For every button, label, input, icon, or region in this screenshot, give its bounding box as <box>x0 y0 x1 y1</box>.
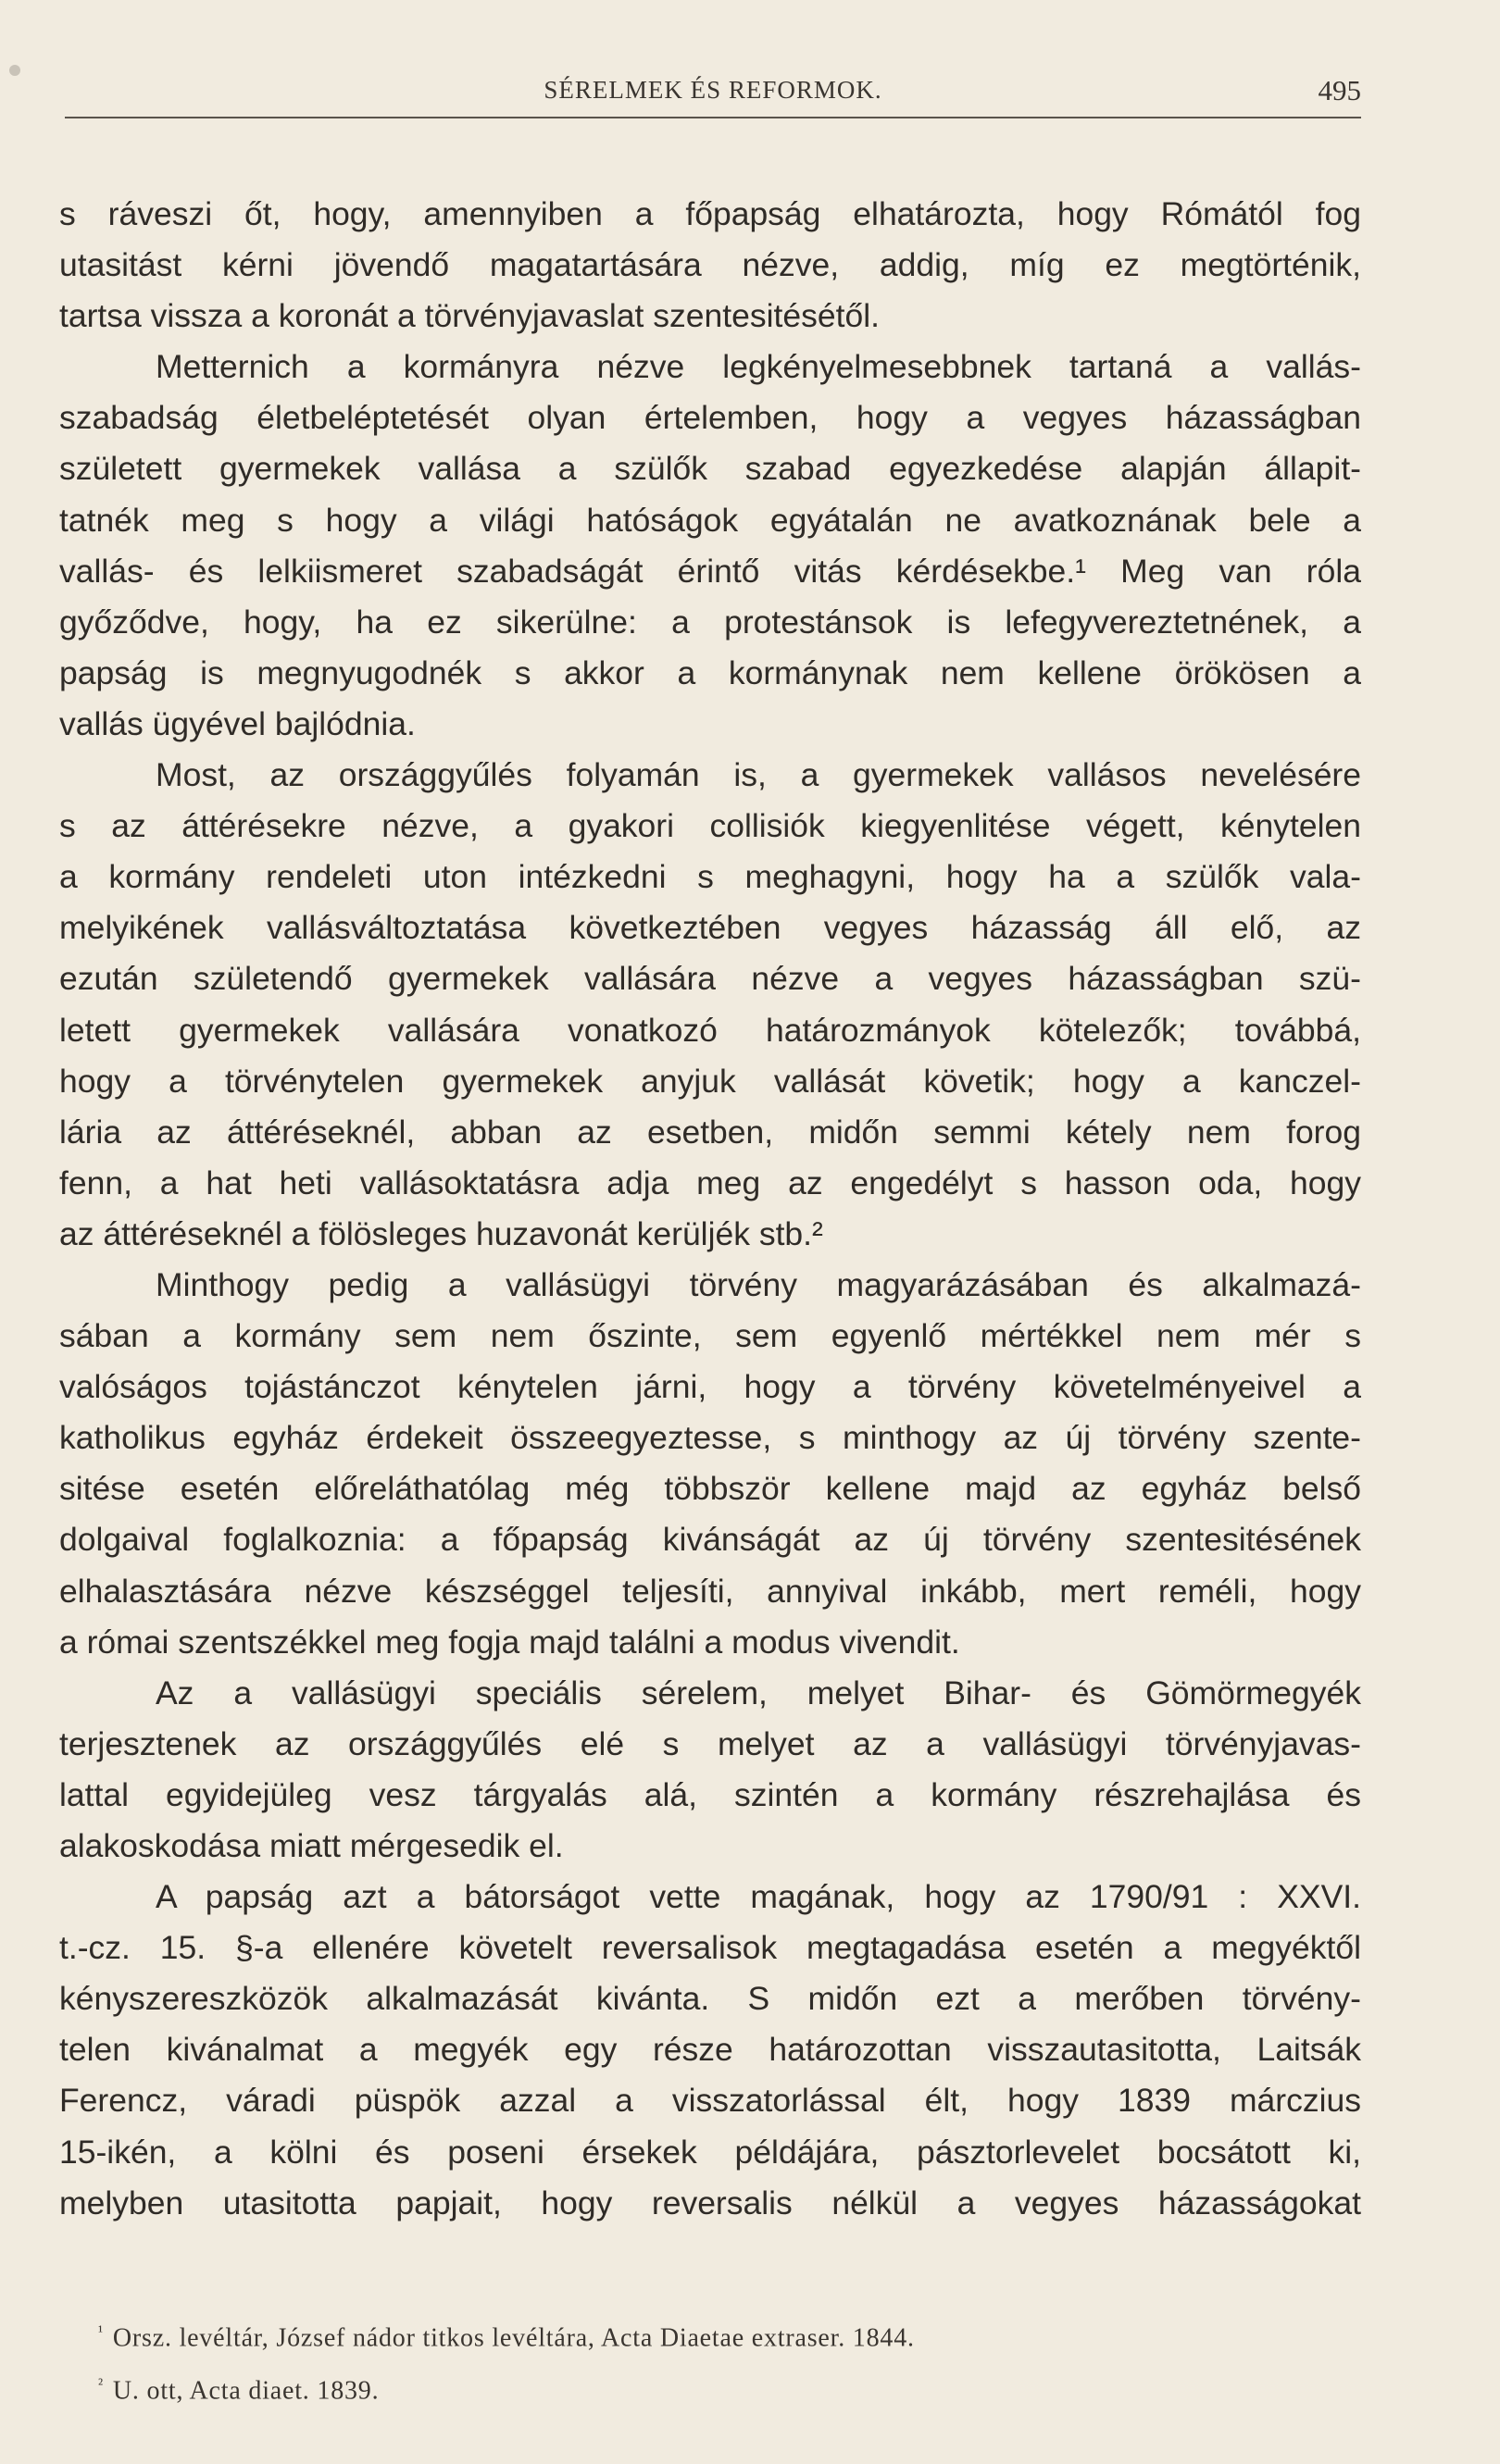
text-line: Metternich a kormányra nézve legkényelmesebbnek tartaná a vallás- <box>156 348 1361 386</box>
text-line: tartsa vissza a koronát a törvényjavaslat szentesitésétől. <box>59 297 880 335</box>
text-line: alakoskodása miatt mérgesedik el. <box>59 1827 564 1864</box>
text-line: letett gyermekek vallására vonatkozó határozmányok kötelezők; továbbá, <box>59 1011 1361 1049</box>
text-line: tatnék meg s hogy a világi hatóságok egyátalán ne avatkoznának bele a <box>59 501 1361 539</box>
paper-stain <box>9 65 20 76</box>
text-line: a kormány rendeleti uton intézkedni s meghagyni, hogy ha a szülők vala- <box>59 858 1361 896</box>
text-line: fenn, a hat heti vallásoktatásra adja meg az engedélyt s hasson oda, hogy <box>59 1164 1361 1201</box>
text-line: a római szentszékkel meg fogja majd találni a modus vivendit. <box>59 1623 960 1661</box>
header-rule <box>65 117 1361 118</box>
body-text <box>59 189 1361 2229</box>
text-line: telen kivánalmat a megyék egy része határozottan visszautasitotta, Laitsák <box>59 2031 1361 2069</box>
footnote-text: Orsz. levéltár, József nádor titkos levéltára, Acta Diaetae extraser. 1844. <box>112 2323 915 2353</box>
text-line: A papság azt a bátorságot vette magának, hogy az 1790/91 : XXVI. <box>156 1878 1361 1916</box>
text-line: ezután születendő gyermekek vallására nézve a vegyes házasságban szü- <box>59 960 1361 998</box>
text-line: győződve, hogy, ha ez sikerülne: a protestánsok is lefegyvereztetnének, a <box>59 603 1361 641</box>
footnote-mark: ¹ <box>98 2322 104 2340</box>
footnote-mark: ² <box>98 2375 104 2394</box>
text-line: papság is megnyugodnék s akkor a kormánynak nem kellene örökösen a <box>59 653 1361 691</box>
text-line: 15-ikén, a kölni és poseni érsekek példájára, pásztorlevelet bocsátott ki, <box>59 2133 1361 2171</box>
footnotes <box>98 2308 1302 2415</box>
text-line: katholikus egyház érdekeit összeegyeztesse, s minthogy az új törvény szente- <box>59 1419 1361 1457</box>
text-line: vallás ügyével bajlódnia. <box>59 704 416 742</box>
running-title: SÉRELMEK ÉS REFORMOK. <box>544 76 882 104</box>
text-line: terjesztenek az országgyűlés elé s melyet az a vallásügyi törvényjavas- <box>59 1724 1361 1762</box>
text-line: vallás- és lelkiismeret szabadságát érintő vitás kérdésekbe.¹ Meg van róla <box>59 552 1361 590</box>
text-line: melyben utasitotta papjait, hogy reversalis nélkül a vegyes házasságokat <box>59 2184 1361 2221</box>
page-number: 495 <box>1318 74 1361 106</box>
text-line: dolgaival foglalkoznia: a főpapság kivánságát az új törvény szentesitésének <box>59 1521 1361 1559</box>
text-line: szabadság életbeléptetését olyan értelemben, hogy a vegyes házasságban <box>59 399 1361 437</box>
text-line: az áttéréseknél a fölösleges huzavonát kerüljék stb.² <box>59 1214 823 1252</box>
footnote <box>98 2308 1302 2361</box>
text-line: t.-cz. 15. §-a ellenére követelt reversalisok megtagadása esetén a megyéktől <box>59 1929 1361 1967</box>
text-line: melyikének vallásváltoztatása következtében vegyes házasság áll elő, az <box>59 909 1361 947</box>
page-header <box>65 70 1361 117</box>
text-line: s az áttérésekre nézve, a gyakori collisiók kiegyenlitése végett, kénytelen <box>59 807 1361 845</box>
text-line: hogy a törvénytelen gyermekek anyjuk vallását követik; hogy a kanczel- <box>59 1062 1361 1100</box>
text-line: sában a kormány sem nem őszinte, sem egyenlő mértékkel nem mér s <box>59 1317 1361 1355</box>
text-line: született gyermekek vallása a szülők szabad egyezkedése alapján állapit- <box>59 450 1361 488</box>
text-line: elhalasztására nézve készséggel teljesíti, annyival inkább, mert reméli, hogy <box>59 1572 1361 1610</box>
text-line: kényszereszközök alkalmazását kivánta. S midőn ezt a merőben törvény- <box>59 1980 1361 2018</box>
footnote-text: U. ott, Acta diaet. 1839. <box>112 2376 380 2406</box>
text-line: valóságos tojástánczot kénytelen járni, hogy a törvény követelményeivel a <box>59 1368 1361 1406</box>
text-line: lattal egyidejüleg vesz tárgyalás alá, szintén a kormány részrehajlása és <box>59 1775 1361 1813</box>
text-line: Minthogy pedig a vallásügyi törvény magyarázásában és alkalmazá- <box>156 1265 1361 1303</box>
text-line: s ráveszi őt, hogy, amennyiben a főpapság elhatározta, hogy Rómától fog <box>59 195 1361 232</box>
text-line: lária az áttéréseknél, abban az esetben, midőn semmi kétely nem forog <box>59 1113 1361 1151</box>
text-line: Ferencz, váradi püspök azzal a visszatorlással élt, hogy 1839 márczius <box>59 2082 1361 2120</box>
text-line: sitése esetén előreláthatólag még többször kellene majd az egyház belső <box>59 1470 1361 1508</box>
text-line: Most, az országgyűlés folyamán is, a gyermekek vallásos nevelésére <box>156 756 1361 794</box>
text-line: utasitást kérni jövendő magatartására nézve, addig, míg ez megtörténik, <box>59 246 1361 284</box>
text-line: Az a vallásügyi speciális sérelem, melyet Bihar- és Gömörmegyék <box>156 1674 1361 1711</box>
footnote <box>98 2361 1302 2414</box>
